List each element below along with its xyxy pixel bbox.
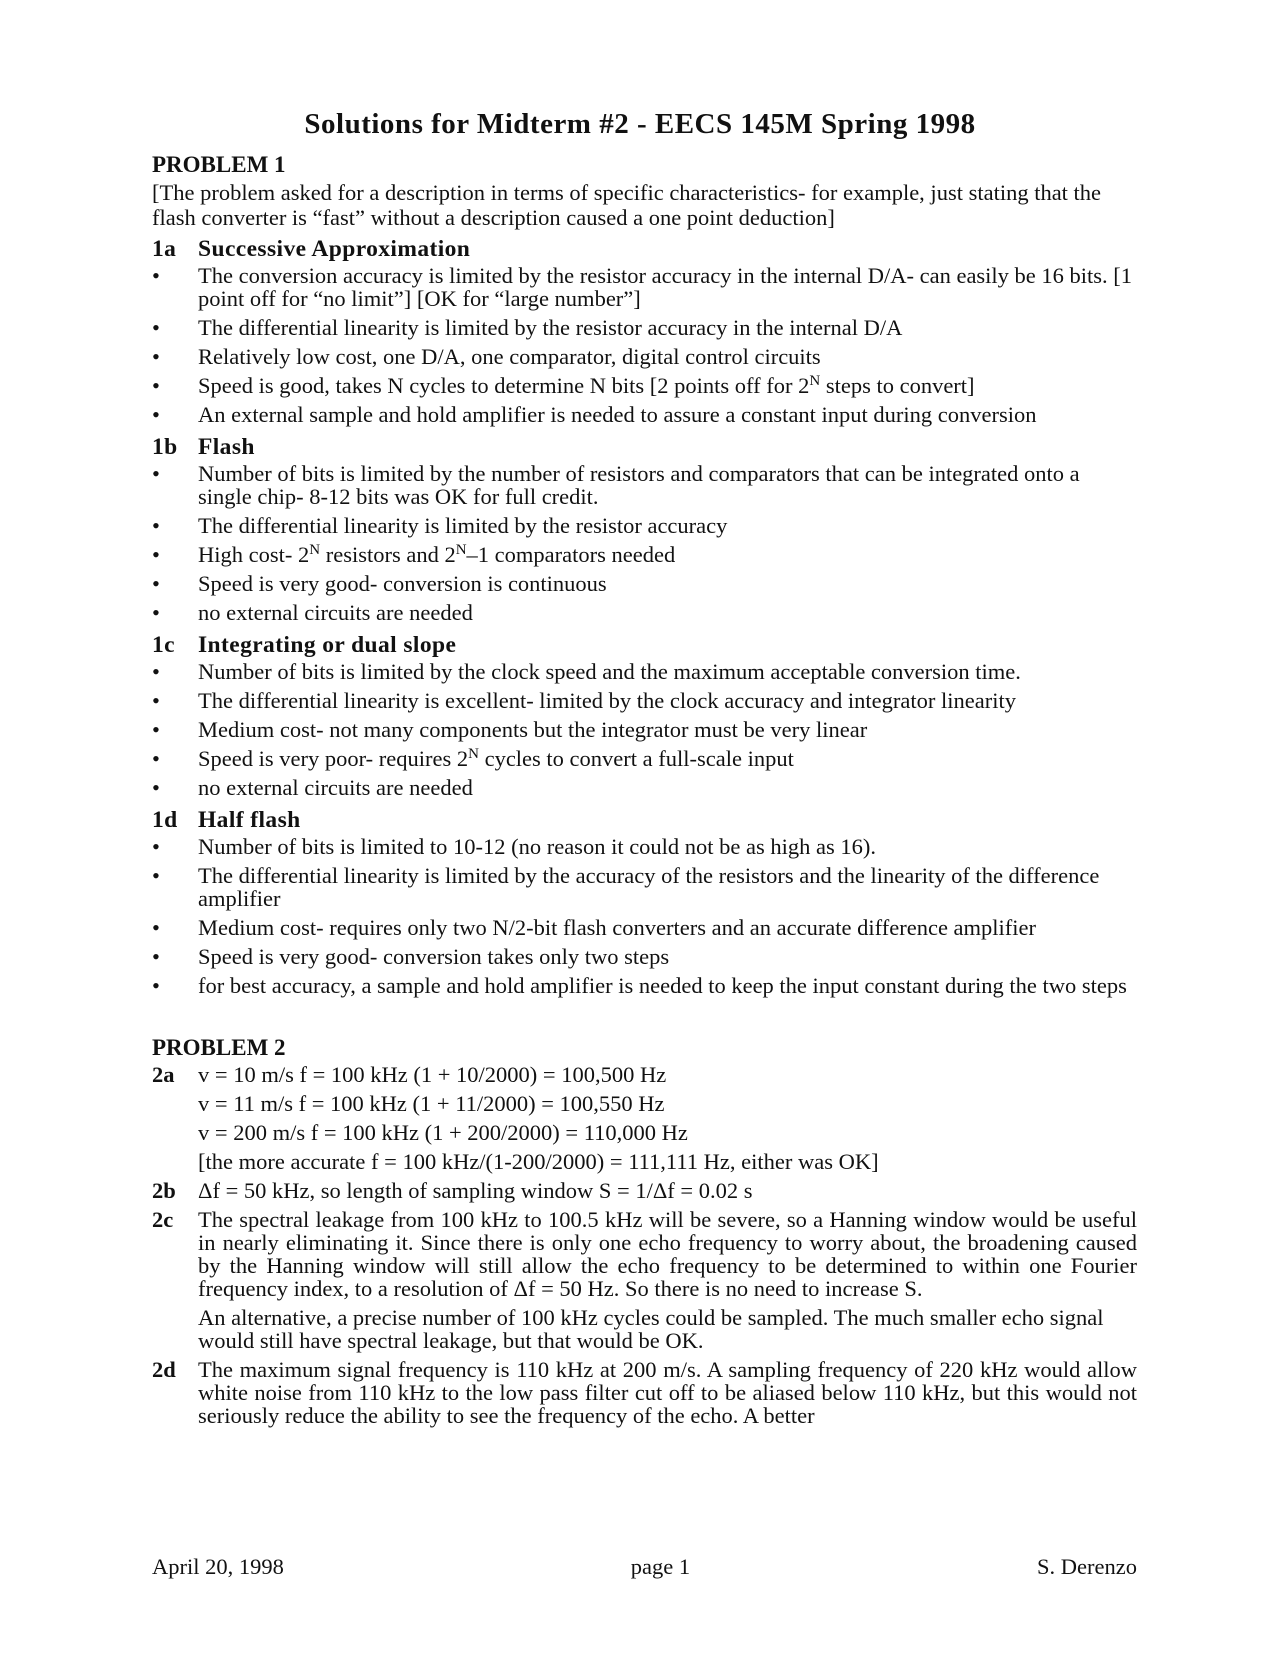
list-item-text (198, 747, 1137, 770)
bullet-icon: • (152, 344, 160, 369)
bullet-list (152, 835, 1137, 997)
section-number: 1c (152, 632, 175, 658)
section-heading (152, 805, 1137, 835)
list-item-text: Medium cost- not many components but the integrator must be very linear (198, 717, 868, 742)
list-item-text: Medium cost- requires only two N/2-bit flash converters and an accurate difference amplifier (198, 915, 1037, 940)
list-item (152, 776, 1137, 799)
answer-label: 2a (152, 1062, 175, 1087)
footer-page-number: page 1 (630, 1554, 691, 1579)
problem2-heading: PROBLEM 2 (152, 1035, 286, 1060)
bullet-icon: • (152, 373, 160, 398)
document-body (152, 150, 1137, 1433)
list-item (152, 514, 1137, 537)
answer-2c-row (152, 1306, 1137, 1352)
bullet-icon: • (152, 402, 160, 427)
list-item-text: Relatively low cost, one D/A, one comparator, digital control circuits (198, 344, 821, 369)
answer-text: v = 200 m/s f = 100 kHz (1 + 200/2000) = 110,000 Hz (198, 1120, 688, 1145)
page-title: Solutions for Midterm #2 - EECS 145M Spring 1998 (304, 108, 976, 140)
answer-text: Δf = 50 kHz, so length of sampling window S = 1/Δf = 0.02 s (198, 1178, 753, 1203)
bullet-icon: • (152, 746, 160, 771)
text-run: Speed is very poor- requires 2 (198, 746, 469, 771)
list-item (152, 264, 1137, 310)
text-run: steps to convert] (820, 373, 975, 398)
list-item-text: Number of bits is limited by the number of resistors and comparators that can be integrated onto a single chip- 8-12 bits was OK for full credit. (198, 461, 1080, 509)
page-footer (152, 1554, 1137, 1580)
answer-label: 2b (152, 1178, 176, 1203)
list-item-text: Speed is very good- conversion takes only two steps (198, 944, 670, 969)
list-item (152, 945, 1137, 968)
list-item (152, 689, 1137, 712)
text-run: –1 comparators needed (466, 542, 676, 567)
list-item (152, 572, 1137, 595)
bullet-icon: • (152, 659, 160, 684)
bullet-list (152, 264, 1137, 426)
list-item-text: Speed is very good- conversion is continuous (198, 571, 607, 596)
bullet-list (152, 462, 1137, 624)
bullet-icon: • (152, 915, 160, 940)
bullet-icon: • (152, 315, 160, 340)
answer-label: 2d (152, 1357, 176, 1382)
section-title: Integrating or dual slope (198, 632, 457, 658)
list-item (152, 718, 1137, 741)
answer-text: The spectral leakage from 100 kHz to 100.5 kHz will be severe, so a Hanning window would be useful in nearly eliminating it. Since there is only one echo frequency to worry about, the broadening caused by the Hanning window will still allow the echo frequency to be determined to within one Fourier frequency index, to a resolution of Δf = 50 Hz. So there is no need to increase S. (198, 1207, 1137, 1301)
list-item-text: no external circuits are needed (198, 775, 473, 800)
list-item-text: The differential linearity is limited by the accuracy of the resistors and the linearity of the difference amplifier (198, 863, 1100, 911)
list-item-text (198, 374, 1137, 397)
list-item (152, 601, 1137, 624)
bullet-icon: • (152, 863, 160, 888)
list-item (152, 864, 1137, 910)
bullet-icon: • (152, 973, 160, 998)
footer-author: S. Derenzo (1037, 1554, 1137, 1579)
section-heading (152, 432, 1137, 462)
answer-text: v = 10 m/s f = 100 kHz (1 + 10/2000) = 100,500 Hz (198, 1062, 667, 1087)
section-number: 1b (152, 434, 178, 460)
list-item-text: Number of bits is limited by the clock speed and the maximum acceptable conversion time. (198, 659, 1021, 684)
list-item (152, 374, 1137, 397)
text-run: High cost- 2 (198, 542, 310, 567)
bullet-icon: • (152, 717, 160, 742)
problem1-sections (152, 234, 1137, 997)
list-item-text: The conversion accuracy is limited by the resistor accuracy in the internal D/A- can easily be 16 bits. [1 point off for “no limit”] [OK for “large number”] (198, 263, 1133, 311)
list-item (152, 974, 1137, 997)
footer-date: April 20, 1998 (152, 1554, 284, 1579)
bullet-icon: • (152, 600, 160, 625)
answer-text: The maximum signal frequency is 110 kHz at 200 m/s. A sampling frequency of 220 kHz would allow white noise from 110 kHz to the low pass filter cut off to be aliased below 110 kHz, but this would not seriously reduce the ability to see the frequency of the echo. A better (198, 1357, 1137, 1428)
bullet-icon: • (152, 944, 160, 969)
bullet-icon: • (152, 834, 160, 859)
list-item (152, 916, 1137, 939)
answer-2a-row (152, 1150, 1137, 1173)
list-item-text: The differential linearity is excellent- limited by the clock accuracy and integrator linearity (198, 688, 1016, 713)
list-item (152, 462, 1137, 508)
bullet-list (152, 660, 1137, 799)
section-title: Successive Approximation (198, 236, 471, 262)
bullet-icon: • (152, 688, 160, 713)
bullet-icon: • (152, 775, 160, 800)
section-heading (152, 234, 1137, 264)
section-number: 1d (152, 807, 178, 833)
section-number: 1a (152, 236, 177, 262)
problem1-heading: PROBLEM 1 (152, 152, 286, 177)
list-item (152, 660, 1137, 683)
answer-2d-row (152, 1358, 1137, 1427)
answer-text: An alternative, a precise number of 100 kHz cycles could be sampled. The much smaller echo signal would still have spectral leakage, but that would be OK. (198, 1305, 1104, 1353)
answer-2a-row (152, 1063, 1137, 1086)
text-run: resistors and 2 (320, 542, 456, 567)
answer-2a-row (152, 1092, 1137, 1115)
bullet-icon: • (152, 542, 160, 567)
list-item-text: An external sample and hold amplifier is needed to assure a constant input during conversion (198, 402, 1037, 427)
superscript: N (455, 542, 467, 558)
list-item (152, 747, 1137, 770)
answer-label: 2c (152, 1207, 174, 1232)
bullet-icon: • (152, 513, 160, 538)
problem1-intro: [The problem asked for a description in terms of specific characteristics- for example, just stating that the flash converter is “fast” without a description caused a one point deduction] (152, 180, 1102, 230)
section-title: Flash (198, 434, 255, 460)
superscript: N (809, 373, 821, 389)
answer-text: v = 11 m/s f = 100 kHz (1 + 11/2000) = 100,550 Hz (198, 1091, 665, 1116)
list-item-text: The differential linearity is limited by the resistor accuracy (198, 513, 728, 538)
list-item-text: for best accuracy, a sample and hold amplifier is needed to keep the input constant during the two steps (198, 973, 1127, 998)
section-heading (152, 630, 1137, 660)
list-item (152, 543, 1137, 566)
answer-text: [the more accurate f = 100 kHz/(1-200/2000) = 111,111 Hz, either was OK] (198, 1149, 879, 1174)
section-title: Half flash (198, 807, 301, 833)
answer-2a-row (152, 1121, 1137, 1144)
superscript: N (468, 746, 479, 762)
list-item-text: Number of bits is limited to 10-12 (no reason it could not be as high as 16). (198, 834, 877, 859)
list-item (152, 835, 1137, 858)
text-run: Speed is good, takes N cycles to determine N bits [2 points off for 2 (198, 373, 810, 398)
list-item-text (198, 543, 1137, 566)
bullet-icon: • (152, 571, 160, 596)
list-item-text: no external circuits are needed (198, 600, 473, 625)
superscript: N (309, 542, 321, 558)
list-item-text: The differential linearity is limited by the resistor accuracy in the internal D/A (198, 315, 903, 340)
bullet-icon: • (152, 461, 160, 486)
list-item (152, 316, 1137, 339)
bullet-icon: • (152, 263, 160, 288)
answer-2b-row (152, 1179, 1137, 1202)
list-item (152, 345, 1137, 368)
problem2 (152, 1033, 1137, 1427)
text-run: cycles to convert a full-scale input (478, 746, 794, 771)
list-item (152, 403, 1137, 426)
answer-2c-row (152, 1208, 1137, 1300)
